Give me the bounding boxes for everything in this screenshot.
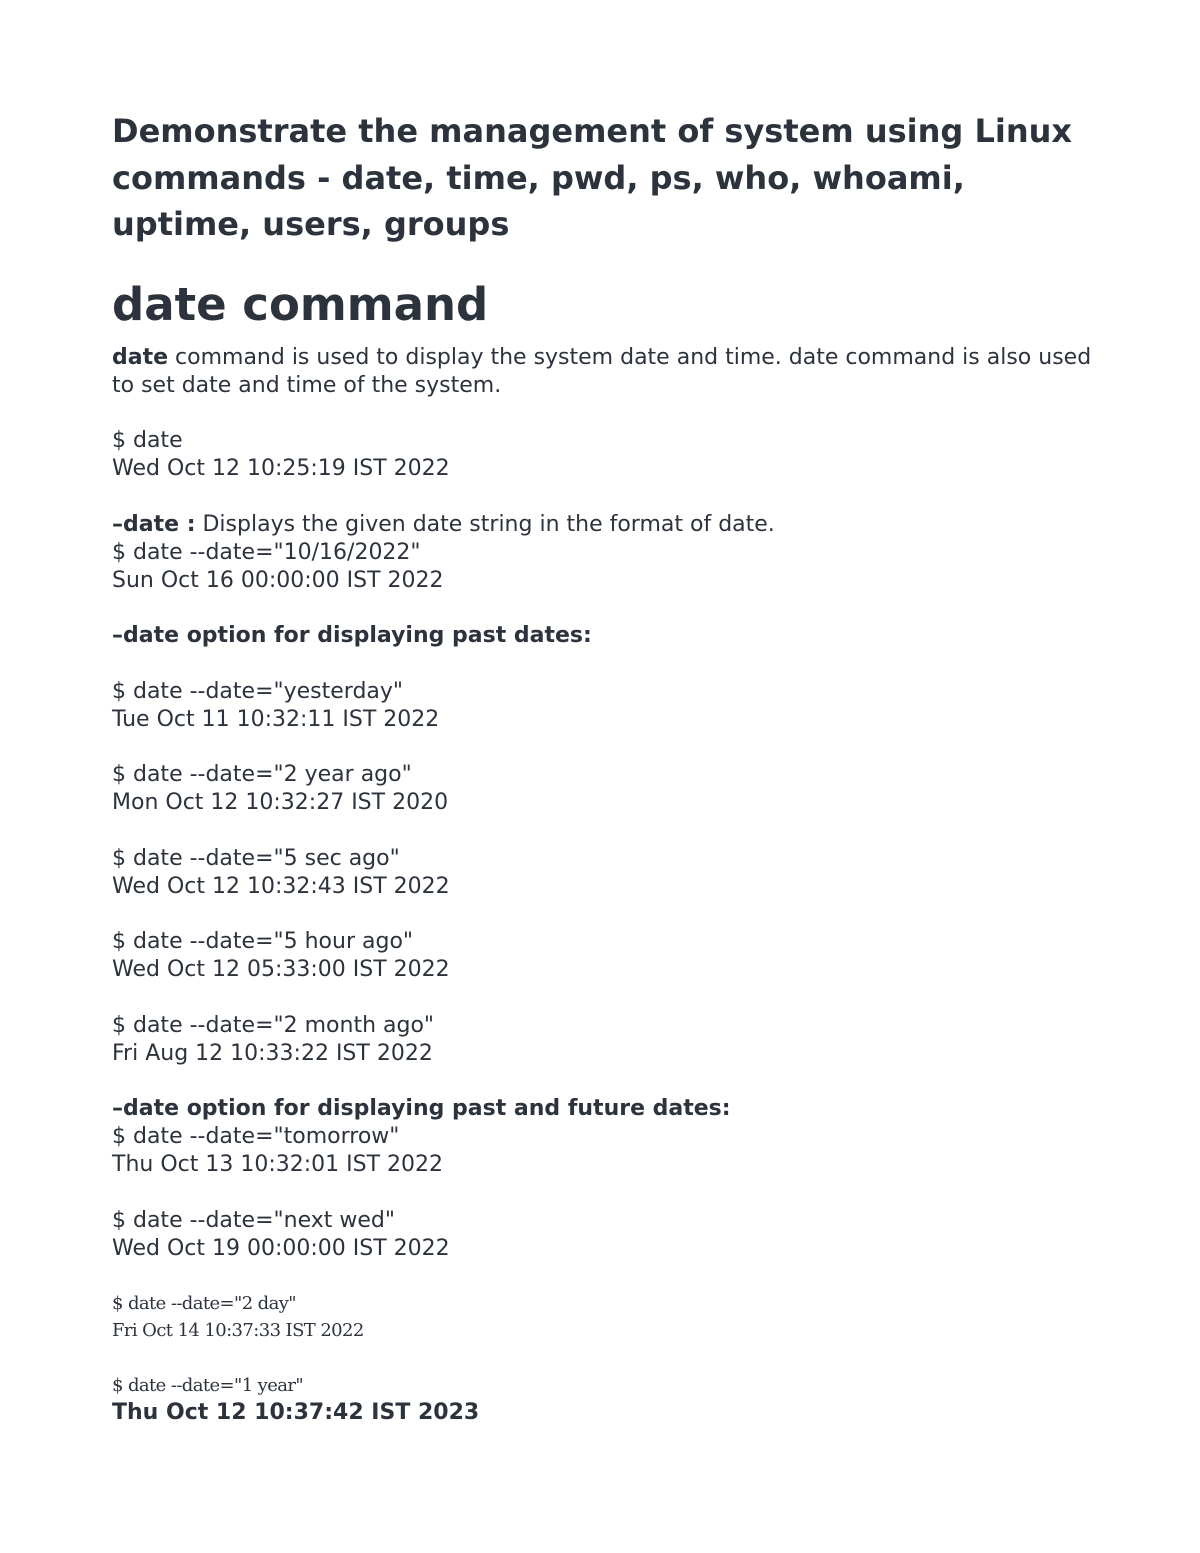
option-description-text: Displays the given date string in the format of date. [195,511,775,537]
command-line: $ date --date="1 year" [112,1374,304,1396]
option-label: –date : [112,511,196,537]
command-line: $ date --date="5 sec ago" [112,845,400,871]
command-line: $ date --date="2 day" [112,1293,296,1314]
command-output: Wed Oct 12 10:25:19 IST 2022 [112,456,450,481]
command-line: $ date --date="tomorrow" [112,1124,400,1149]
command-line: $ date --date="10/16/2022" [112,539,421,565]
command-line: $ date --date="next wed" [112,1207,395,1233]
intro-text: command is used to display the system date and time. date command is also used to set date and time of the system. [112,344,1092,398]
intro-paragraph [112,344,1102,400]
command-output: Tue Oct 11 10:32:11 IST 2022 [112,706,440,732]
command-output: Wed Oct 19 00:00:00 IST 2022 [112,1235,450,1261]
command-line: $ date [112,428,183,453]
command-output: Thu Oct 13 10:32:01 IST 2022 [112,1152,444,1177]
past-dates-heading: –date option for displaying past dates: [112,623,592,648]
future-dates-heading: –date option for displaying past and future dates: [112,1096,731,1121]
command-line: $ date --date="5 hour ago" [112,929,414,954]
intro-bold-term: date [112,344,169,370]
command-output: Thu Oct 12 10:37:42 IST 2023 [112,1399,480,1425]
section-heading: date command [112,277,489,331]
command-line: $ date --date="2 month ago" [112,1012,435,1038]
command-output: Fri Aug 12 10:33:22 IST 2022 [112,1040,433,1066]
command-output: Fri Oct 14 10:37:33 IST 2022 [112,1320,364,1341]
command-output: Wed Oct 12 10:32:43 IST 2022 [112,873,450,899]
document-page [112,108,1102,1427]
command-output: Sun Oct 16 00:00:00 IST 2022 [112,567,444,593]
command-output: Mon Oct 12 10:32:27 IST 2020 [112,790,449,815]
command-output: Wed Oct 12 05:33:00 IST 2022 [112,957,450,982]
page-title: Demonstrate the management of system using Linux commands - date, time, pwd, ps, who, whoami, uptime, users, groups [112,112,1073,243]
command-line: $ date --date="yesterday" [112,678,404,704]
command-line: $ date --date="2 year ago" [112,762,412,787]
option-description [112,511,1102,539]
